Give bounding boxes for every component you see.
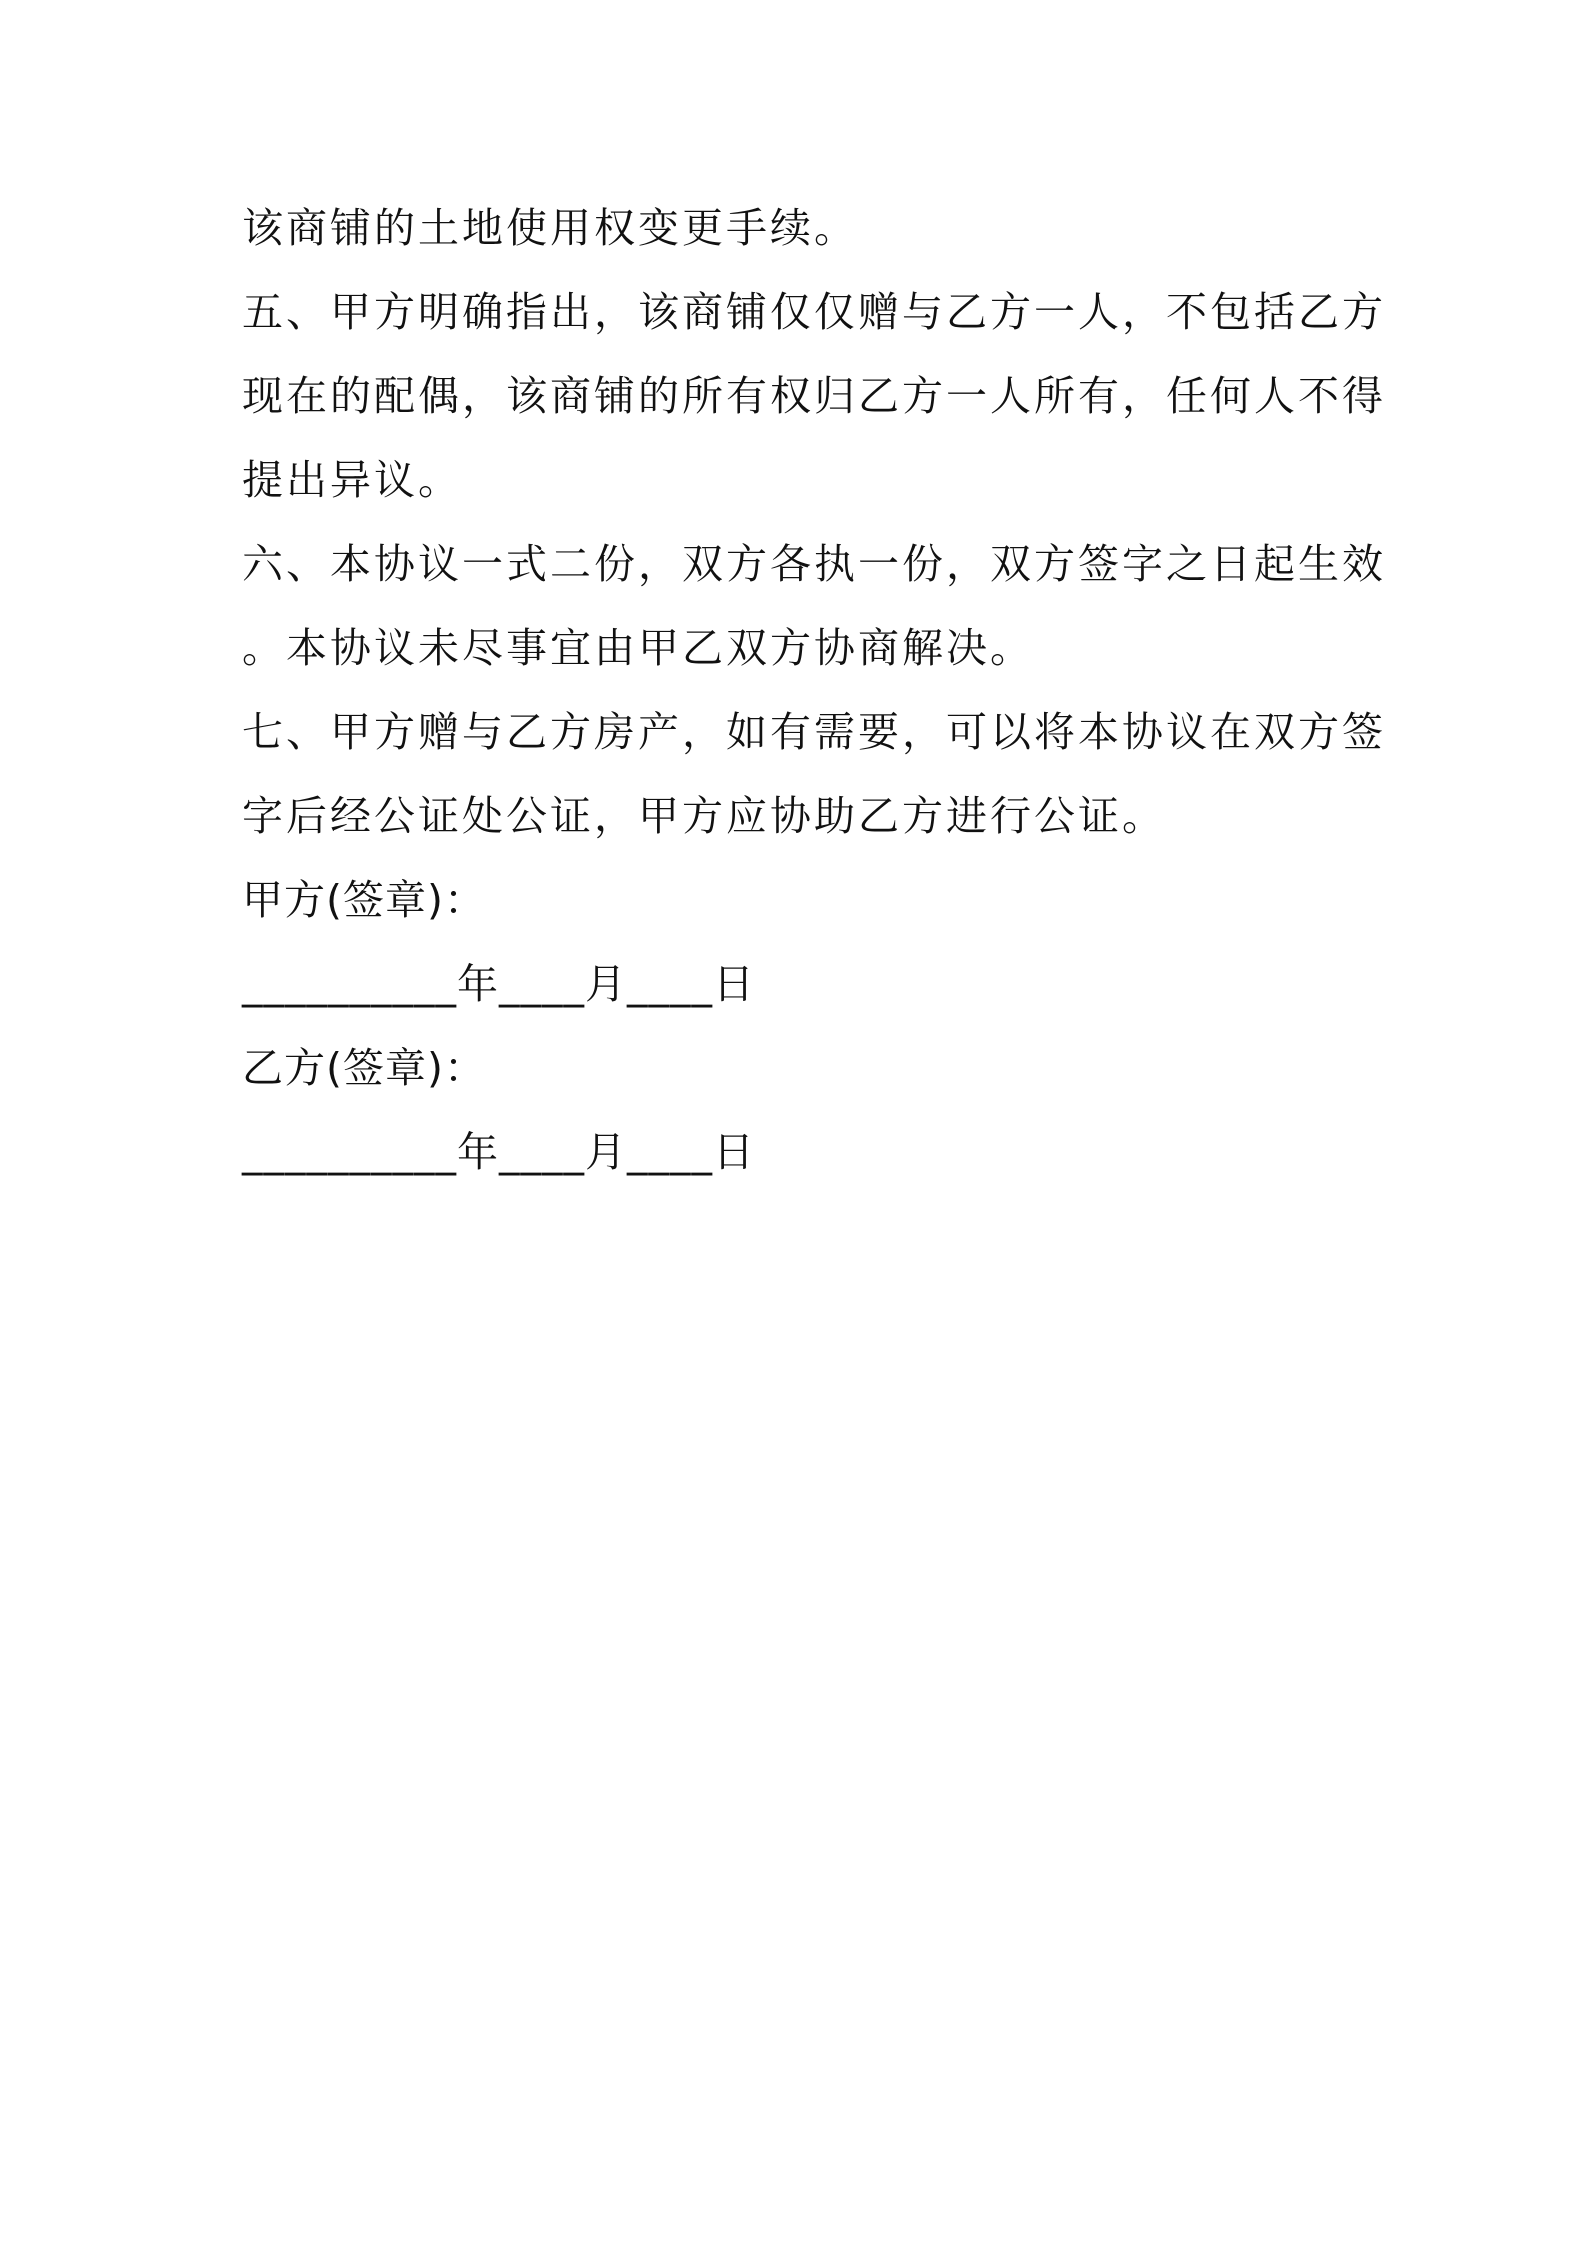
clause-6-line-2: 。本协议未尽事宜由甲乙双方协商解决。 [242, 624, 1034, 672]
clause-5-line-2: 现在的配偶，该商铺的所有权归乙方一人所有，任何人不得 [242, 372, 1386, 420]
party-b-date-line: __________年____月____日 [242, 1128, 755, 1176]
party-b-signature-label: 乙方(签章)： [242, 1044, 486, 1092]
clause-7-line-1: 七、甲方赠与乙方房产，如有需要，可以将本协议在双方签 [242, 708, 1386, 756]
clause-6-line-1: 六、本协议一式二份，双方各执一份，双方签字之日起生效 [242, 540, 1386, 588]
clause-7-line-2: 字后经公证处公证，甲方应协助乙方进行公证。 [242, 792, 1166, 840]
party-a-date-line: __________年____月____日 [242, 960, 755, 1008]
clause-5-line-3: 提出异议。 [242, 456, 462, 504]
clause-5-line-1: 五、甲方明确指出，该商铺仅仅赠与乙方一人，不包括乙方 [242, 288, 1386, 336]
clause-4-continuation: 该商铺的土地使用权变更手续。 [242, 204, 858, 252]
party-a-signature-label: 甲方(签章)： [242, 876, 486, 924]
